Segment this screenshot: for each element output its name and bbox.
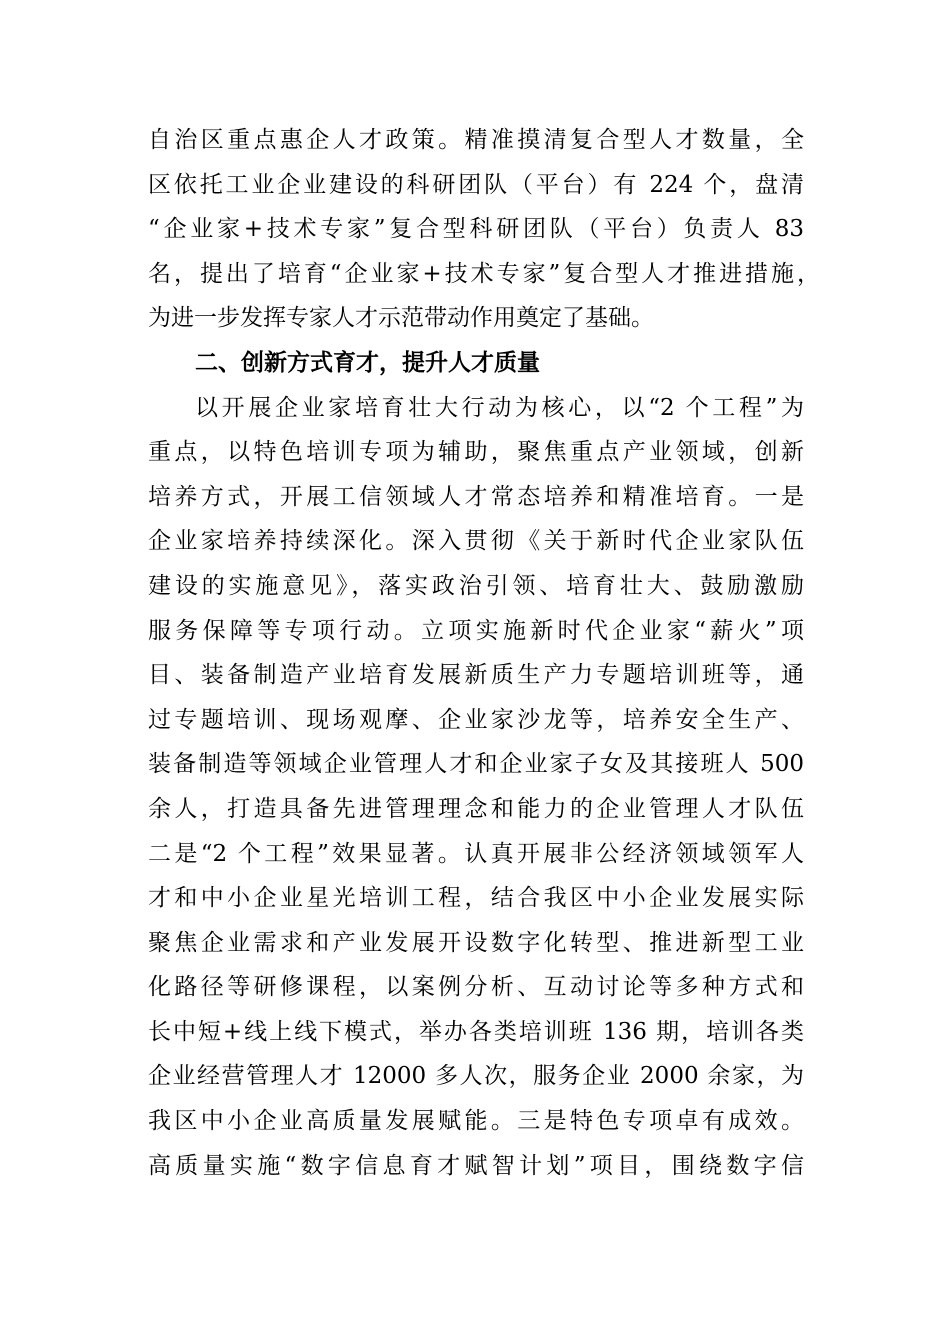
text-line: 化路径等研修课程，以案例分析、互动讨论等多种方式和 — [148, 974, 804, 1001]
text-line: 服务保障等专项行动。立项实施新时代企业家“薪火”项 — [148, 617, 804, 644]
section-heading: 二、创新方式育才，提升人才质量 — [195, 349, 540, 376]
text-line: 培养方式，开展工信领域人才常态培养和精准培育。一是 — [148, 483, 804, 510]
paragraph-talent-survey — [148, 118, 820, 341]
text-line: 企业家培养持续深化。深入贯彻《关于新时代企业家队伍 — [148, 528, 804, 555]
text-line: 聚焦企业需求和产业发展开设数字化转型、推进新型工业 — [148, 929, 804, 956]
text-line: 区依托工业企业建设的科研团队（平台）有 224 个，盘清 — [148, 171, 804, 198]
text-line: 过专题培训、现场观摩、企业家沙龙等，培养安全生产、 — [148, 706, 804, 733]
text-line: 名，提出了培育“企业家+技术专家”复合型人才推进措施， — [148, 260, 820, 287]
text-line: 为进一步发挥专家人才示范带动作用奠定了基础。 — [148, 305, 654, 332]
text-line: 二是“2 个工程”效果显著。认真开展非公经济领域领军人 — [148, 840, 804, 867]
document-page — [148, 118, 820, 1188]
text-line: 以开展企业家培育壮大行动为核心，以“2 个工程”为 — [195, 394, 804, 421]
text-line: 自治区重点惠企人才政策。精准摸清复合型人才数量，全 — [148, 127, 804, 153]
text-line: 高质量实施“数字信息育才赋智计划”项目，围绕数字信 — [148, 1152, 804, 1179]
paragraph-training — [148, 386, 804, 1189]
text-line: 重点，以特色培训专项为辅助，聚焦重点产业领域，创新 — [148, 439, 804, 466]
text-line: 才和中小企业星光培训工程，结合我区中小企业发展实际 — [148, 885, 804, 912]
text-line: 余人，打造具备先进管理理念和能力的企业管理人才队伍 — [148, 795, 804, 822]
text-line: “企业家+技术专家”复合型科研团队（平台）负责人 83 — [148, 216, 804, 243]
text-line: 长中短+线上线下模式，举办各类培训班 136 期，培训各类 — [148, 1018, 804, 1045]
text-line: 我区中小企业高质量发展赋能。三是特色专项卓有成效。 — [148, 1108, 804, 1135]
text-line: 目、装备制造产业培育发展新质生产力专题培训班等，通 — [148, 662, 804, 689]
text-line: 装备制造等领域企业管理人才和企业家子女及其接班人 500 — [148, 751, 804, 778]
text-line: 企业经营管理人才 12000 多人次，服务企业 2000 余家，为 — [148, 1063, 804, 1090]
text-line: 建设的实施意见》，落实政治引领、培育壮大、鼓励激励 — [148, 572, 804, 599]
